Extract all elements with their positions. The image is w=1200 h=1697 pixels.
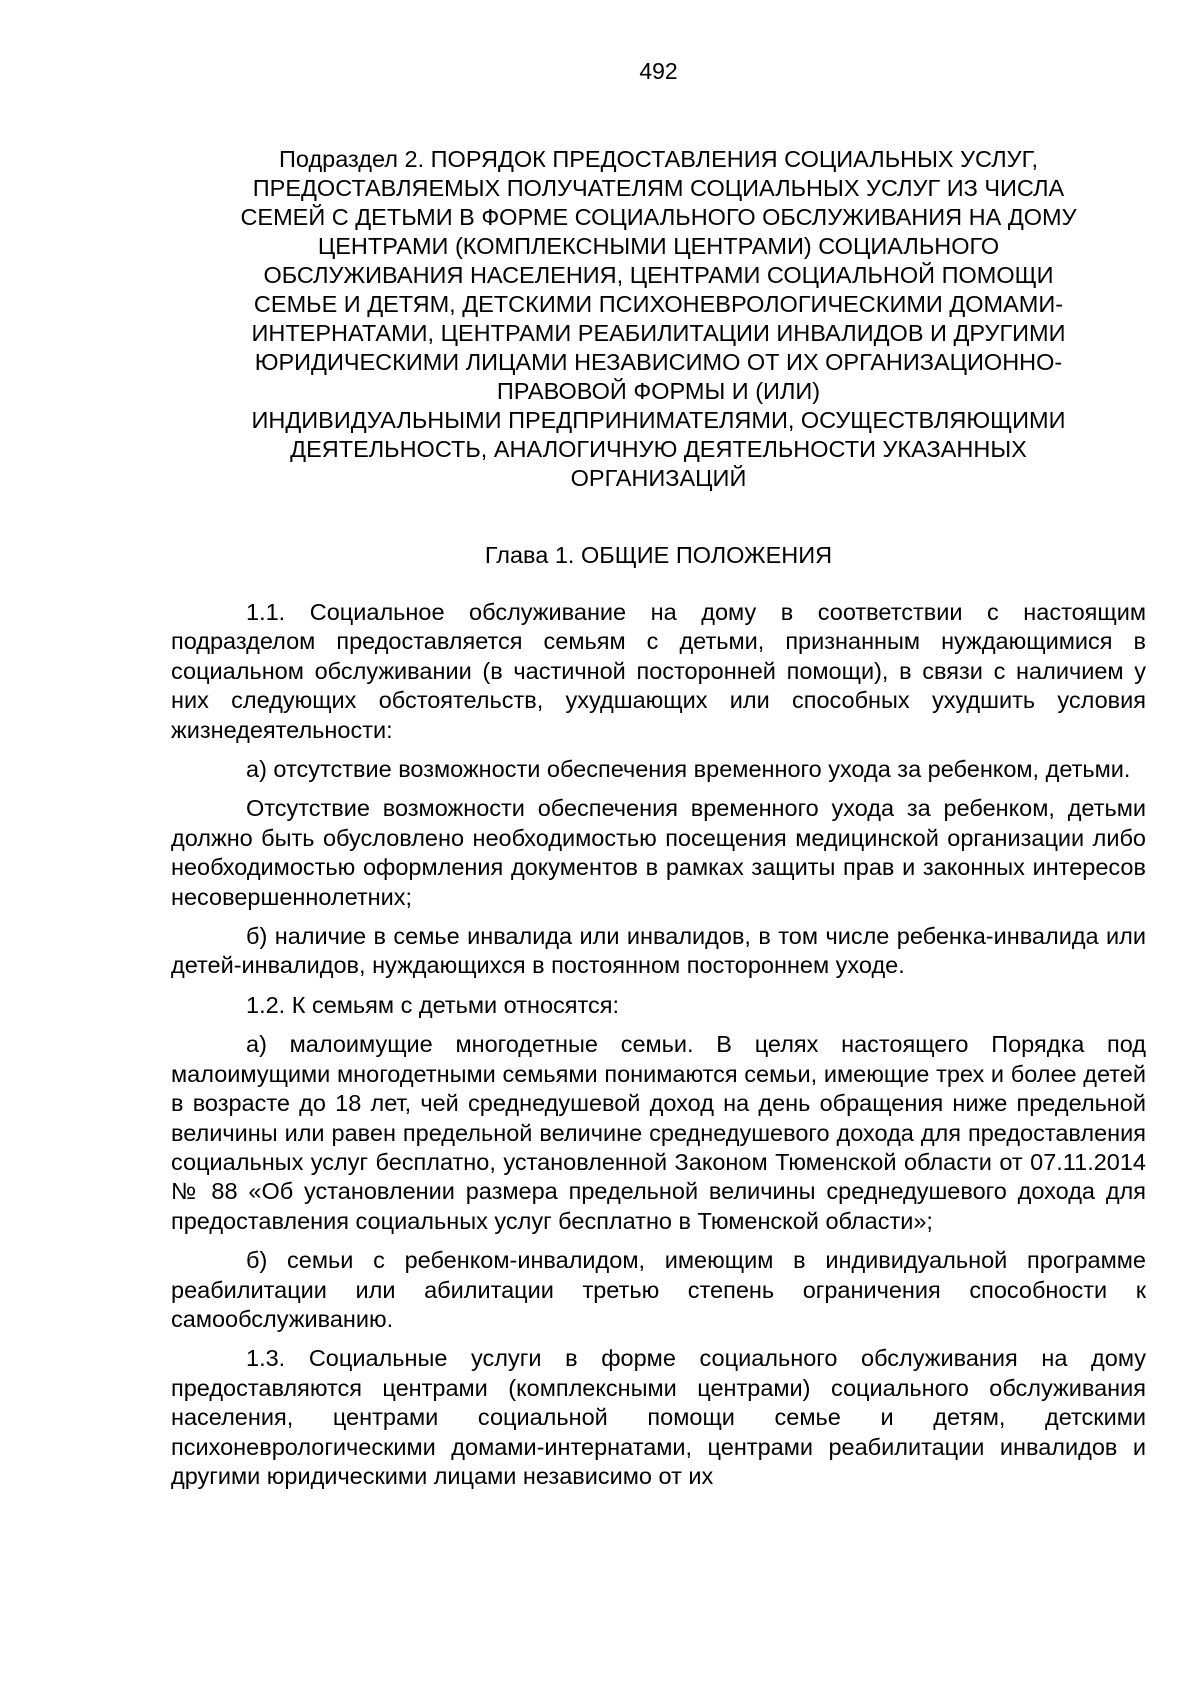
section-title-line: ПРАВОВОЙ ФОРМЫ И (ИЛИ) (496, 378, 821, 404)
section-title-line: СЕМЬЕ И ДЕТЯМ, ДЕТСКИМИ ПСИХОНЕВРОЛОГИЧЕСКИМИ ДОМАМИ- (253, 291, 1064, 317)
paragraph-1-3: 1.3. Социальные услуги в форме социального обслуживания на дому предоставляются центрами (комплексными центрами) социального обслуживания населения, центрами социальной помощи семье и детям, детскими психоневрологическими домами-интернатами, центрами реабилитации инвалидов и другими юридическими лицами независимо от их (171, 1345, 1146, 1489)
section-title-line: ОБСЛУЖИВАНИЯ НАСЕЛЕНИЯ, ЦЕНТРАМИ СОЦИАЛЬНОЙ ПОМОЩИ (263, 262, 1054, 288)
body-text (171, 598, 1146, 1501)
section-title-line: ИНТЕРНАТАМИ, ЦЕНТРАМИ РЕАБИЛИТАЦИИ ИНВАЛИДОВ И ДРУГИМИ (251, 320, 1066, 346)
section-title-line: ДЕЯТЕЛЬНОСТЬ, АНАЛОГИЧНУЮ ДЕЯТЕЛЬНОСТИ УКАЗАННЫХ (290, 436, 1027, 462)
section-title (171, 145, 1146, 493)
section-title-line: Подраздел 2. ПОРЯДОК ПРЕДОСТАВЛЕНИЯ СОЦИАЛЬНЫХ УСЛУГ, (279, 146, 1038, 172)
paragraph-1-1: 1.1. Социальное обслуживание на дому в соответствии с настоящим подразделом предоставляется семьям с детьми, признанным нуждающимися в социальном обслуживании (в частичной посторонней помощи), в связи с наличием у них следующих обстоятельств, ухудшающих или способных ухудшить условия жизнедеятельности: (171, 599, 1146, 743)
paragraph-1-1-a: а) отсутствие возможности обеспечения временного ухода за ребенком, детьми. (246, 756, 1131, 783)
paragraph-1-1-b: б) наличие в семье инвалида или инвалидов, в том числе ребенка-инвалида или детей-инвалидов, нуждающихся в постоянном постороннем уходе. (171, 923, 1146, 979)
paragraph-1-2-b: б) семьи с ребенком-инвалидом, имеющим в индивидуальной программе реабилитации или абилитации третью степень ограничения способности к самообслуживанию. (171, 1247, 1146, 1332)
section-title-line: ПРЕДОСТАВЛЯЕМЫХ ПОЛУЧАТЕЛЯМ СОЦИАЛЬНЫХ УСЛУГ ИЗ ЧИСЛА (252, 175, 1065, 201)
section-title-line: ОРГАНИЗАЦИЙ (570, 465, 747, 491)
section-title-line: ЮРИДИЧЕСКИМИ ЛИЦАМИ НЕЗАВИСИМО ОТ ИХ ОРГАНИЗАЦИОННО- (254, 349, 1063, 375)
section-title-line: ИНДИВИДУАЛЬНЫМИ ПРЕДПРИНИМАТЕЛЯМИ, ОСУЩЕСТВЛЯЮЩИМИ (251, 407, 1066, 433)
section-title-line: ЦЕНТРАМИ (КОМПЛЕКСНЫМИ ЦЕНТРАМИ) СОЦИАЛЬНОГО (317, 233, 1000, 259)
section-title-line: СЕМЕЙ С ДЕТЬМИ В ФОРМЕ СОЦИАЛЬНОГО ОБСЛУЖИВАНИЯ НА ДОМУ (240, 204, 1077, 230)
chapter-title: Глава 1. ОБЩИЕ ПОЛОЖЕНИЯ (484, 542, 833, 568)
paragraph-1-1-a-note: Отсутствие возможности обеспечения временного ухода за ребенком, детьми должно быть обусловлено необходимостью посещения медицинской организации либо необходимостью оформления документов в рамках защиты прав и законных интересов несовершеннолетних; (171, 795, 1146, 910)
paragraph-1-2: 1.2. К семьям с детьми относятся: (246, 991, 620, 1018)
page-number: 492 (639, 58, 678, 84)
paragraph-1-2-a: а) малоимущие многодетные семьи. В целях настоящего Порядка под малоимущими многодетными семьями понимаются семьи, имеющие трех и более детей в возрасте до 18 лет, чей среднедушевой доход на день обращения ниже предельной величины или равен предельной величине среднедушевого дохода для предоставления социальных услуг бесплатно, установленной Законом Тюменской области от 07.11.2014 № 88 «Об установлении размера предельной величины среднедушевого дохода для предоставления социальных услуг бесплатно в Тюменской области»; (171, 1031, 1146, 1234)
